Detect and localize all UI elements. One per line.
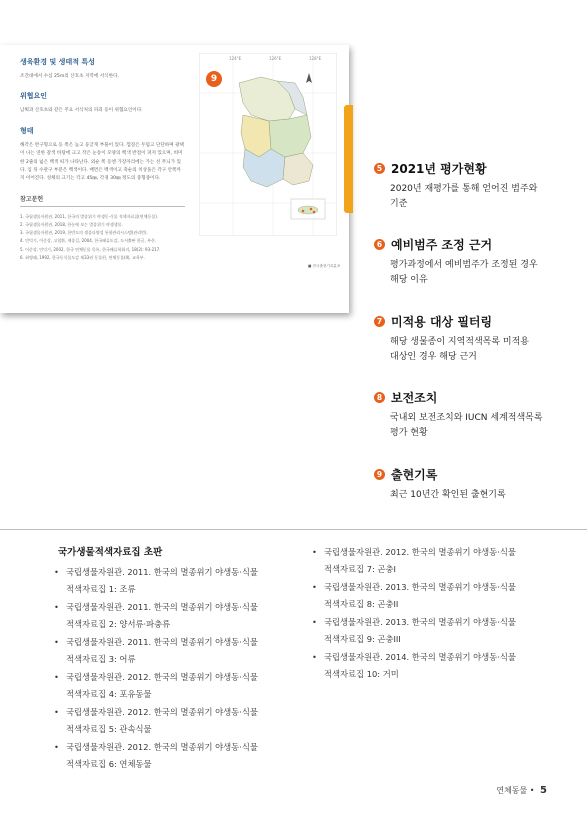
map-caption: ■ 전국출현기록분포 [308, 264, 341, 268]
callout-assessment-status [374, 160, 537, 212]
list-item: • 국립생물자원관. 2012. 한국의 멸종위기 야생동·식물 적색자료집 7: 곤충I [312, 544, 552, 577]
callout-description [374, 182, 537, 212]
reference-item: 1. 국립생물자원관, 2011, 한국의 멸종위기 야생동·식물 적색자료집(연체동물). [20, 213, 159, 219]
callout-desc-line: 평가과정에서 예비범주가 조정된 경우 [390, 260, 538, 270]
callout-desc-line: 최근 10년간 확인된 출현기록 [390, 490, 506, 500]
list-item: • 국립생물자원관. 2011. 한국의 멸종위기 야생동·식물 적색자료집 2: 양서류·파충류 [54, 599, 294, 632]
callout-title: 2021년 평가현황 [391, 162, 487, 176]
page-footer [496, 785, 547, 796]
orange-side-tab [344, 105, 353, 213]
lon-label: 126°E [269, 56, 282, 61]
threat-heading: 위협요인 [20, 92, 48, 101]
threat-text: 남획과 산호초와 같은 주요 서식처의 파괴 등이 위협요인이다. [20, 108, 143, 114]
callout-title: 미적용 대상 필터링 [391, 315, 493, 329]
lon-label: 124°E [229, 56, 242, 61]
callout-number-icon: 7 [374, 316, 385, 327]
list-item: • 국립생물자원관. 2013. 한국의 멸종위기 야생동·식물 적색자료집 9: 곤충III [312, 614, 552, 647]
reference-item: 3. 국립생물자원관, 2019, 한반도의 생물다양성 통합관리시스템(관리번). [20, 230, 148, 236]
list-item: • 국립생물자원관. 2011. 한국의 멸종위기 야생동·식물 적색자료집 1: 조류 [54, 564, 294, 597]
callout-number-icon: 9 [374, 469, 385, 480]
list-item: • 국립생물자원관. 2012. 한국의 멸종위기 야생동·식물 적색자료집 4: 포유동물 [54, 669, 294, 702]
list-item: • 국립생물자원관. 2014. 한국의 멸종위기 야생동·식물 적색자료집 10: 거미 [312, 649, 552, 682]
callout-number-icon: 8 [374, 392, 385, 403]
callout-not-applicable-filter [374, 313, 529, 365]
callout-description [374, 411, 543, 441]
form-heading: 형태 [20, 126, 34, 135]
habitat-text: 조간대에서 수심 25m의 산호초 지역에 서식한다. [20, 74, 119, 79]
list-item: • 국립생물자원관. 2011. 한국의 멸종위기 야생동·식물 적색자료집 3: 어류 [54, 634, 294, 667]
callout-desc-line: 2020년 재평가를 통해 얻어진 범주와 [390, 184, 538, 194]
occurrence-point [313, 211, 316, 214]
callout-title: 보전조치 [391, 391, 438, 405]
form-text: 해각은 반구형으로 등 쪽은 높고 둥글게 부풀어 있다. 껍질은 두텁고 단단하며 광택이 나는 연한 갈색 바탕에 크고 작은 눈송이 모양의 백색 반점이 퍼져 있으며, 희미한 2줄의 넓은 백색 띠가 나타난다. 외순 쪽 등엔 가장자리에는 가는 선 무늬가 있다. 입 뒤 수관구 부분은 백색이다. 배면은 백색이고 축순의 치상돌은 각구 안쪽까지 이어진다. 성체의 크기는 각고 45㎜, 각경 30㎜ 정도의 중형종이다. [20, 142, 184, 182]
page-number: 5 [540, 785, 547, 796]
callout-title: 예비범주 조정 근거 [391, 238, 493, 252]
reference-item: 4. 민덕기, 이준상, 고철환, 제종길, 2004, 한국패류도감, 도서출판 한글, 부산. [20, 238, 157, 244]
footer-separator: • [529, 786, 535, 795]
footer-section: 연체동물 [496, 786, 528, 795]
list-item: • 국립생물자원관. 2012. 한국의 멸종위기 야생동·식물 적색자료집 5: 관속식물 [54, 704, 294, 737]
callout-conservation-measures [374, 389, 543, 441]
section-divider [0, 529, 587, 530]
callout-description [374, 335, 529, 365]
callout-description [374, 258, 538, 288]
callout-occurrence-records [374, 466, 506, 503]
habitat-heading: 생육환경 및 생태적 특성 [20, 58, 95, 66]
first-edition-title: 국가생물적색자료집 초판 [58, 547, 163, 558]
specimen-page-preview [0, 45, 349, 313]
specimen-text-column [20, 57, 185, 262]
references-heading: 참고문헌 [20, 194, 185, 207]
occurrence-point [310, 208, 313, 211]
first-edition-right-column [312, 544, 552, 684]
map-number-badge: 9 [206, 71, 222, 87]
occurrence-point [302, 210, 305, 213]
reference-item: 5. 이준상, 민덕기, 2002, 한국 연체동물 목록, 한국패류학회지, 18(2): 93-217. [20, 246, 161, 252]
references-list [20, 213, 185, 262]
callout-number-icon: 6 [374, 239, 385, 250]
callout-title: 출현기록 [391, 468, 438, 482]
callout-category-adjustment [374, 236, 538, 288]
callout-number-icon: 5 [374, 163, 385, 174]
first-edition-list [54, 564, 294, 772]
callout-desc-line: 기준 [390, 199, 408, 209]
first-edition-left-column [54, 544, 294, 774]
lon-label: 128°E [309, 56, 322, 61]
list-item: • 국립생물자원관. 2012. 한국의 멸종위기 야생동·식물 적색자료집 6: 연체동물 [54, 739, 294, 772]
first-edition-list-continued [312, 544, 552, 682]
callout-desc-line: 국내외 보전조치와 IUCN 세계적색목록 [390, 413, 543, 423]
list-item: • 국립생물자원관. 2013. 한국의 멸종위기 야생동·식물 적색자료집 8: 곤충II [312, 579, 552, 612]
callout-desc-line: 해당 생물종이 지역적색목록 미적용 [390, 337, 529, 347]
callout-description [374, 488, 506, 503]
callout-desc-line: 해당 이유 [390, 275, 428, 285]
reference-item: 2. 국립생물자원관, 2018, 한눈에 보는 멸종위기 야생생물. [20, 222, 123, 228]
callout-desc-line: 평가 현황 [390, 428, 428, 438]
callout-desc-line: 대상인 경우 해당 근거 [390, 352, 477, 362]
reference-item: 6. 최병래, 1992, 한국동식물도감 제33권 동물편, 연체동물(II), 교육부. [20, 254, 145, 260]
